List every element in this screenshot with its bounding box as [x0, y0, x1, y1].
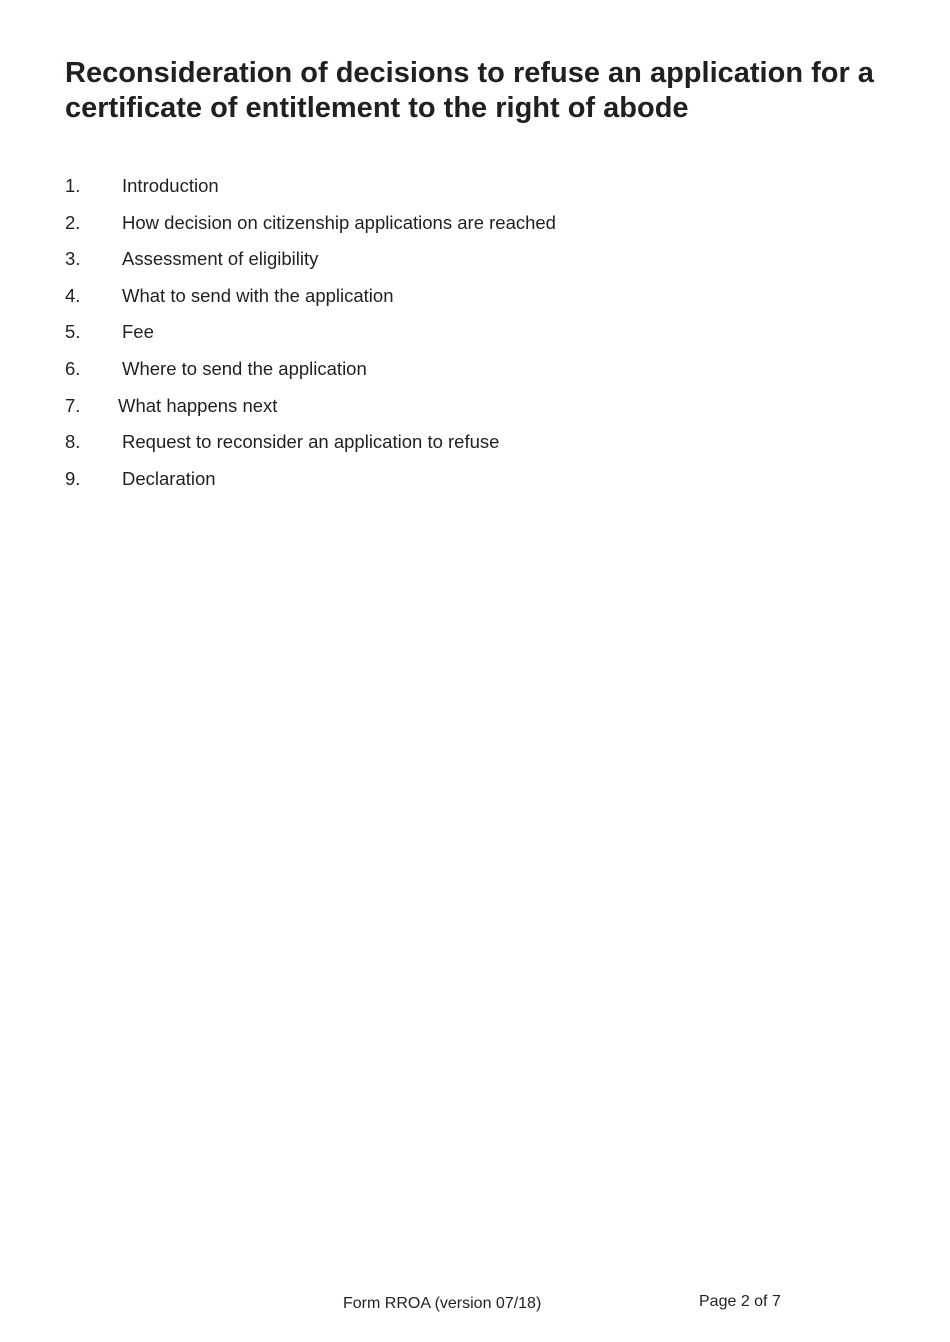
contents-item-number: 3.: [65, 248, 81, 270]
contents-item: [65, 282, 556, 319]
contents-item: [65, 209, 556, 246]
contents-item: [65, 465, 556, 502]
contents-item-number: 9.: [65, 467, 81, 489]
contents-item-number: 8.: [65, 431, 81, 453]
contents-item-number: 4.: [65, 284, 81, 306]
footer-form-version: Form RROA (version 07/18): [343, 1295, 542, 1312]
page-title: Reconsideration of decisions to refuse an application for a certificate of entitlement to the right of abode: [65, 57, 874, 124]
contents-item-label: Introduction: [122, 175, 219, 196]
contents-item-label: What to send with the application: [122, 284, 394, 306]
contents-item-label: What happens next: [118, 394, 278, 416]
contents-list: [65, 172, 556, 501]
footer-page-number: Page 2 of 7: [699, 1293, 781, 1310]
contents-item-number: 5.: [65, 321, 81, 343]
contents-item-number: 1.: [65, 175, 81, 196]
contents-item-label: Where to send the application: [122, 357, 367, 379]
contents-item-label: How decision on citizenship applications are reached: [122, 211, 556, 233]
contents-item: [65, 318, 556, 355]
contents-item-number: 2.: [65, 211, 81, 233]
contents-item: [65, 245, 556, 282]
contents-item-label: Request to reconsider an application to refuse: [122, 431, 500, 453]
contents-item: [65, 172, 556, 209]
contents-item: [65, 355, 556, 392]
contents-item-label: Declaration: [122, 467, 216, 489]
contents-item: [65, 392, 556, 429]
contents-item-number: 7.: [65, 394, 81, 416]
contents-item: [65, 428, 556, 465]
contents-item-label: Assessment of eligibility: [122, 248, 319, 270]
contents-item-label: Fee: [122, 321, 154, 343]
contents-item-number: 6.: [65, 357, 81, 379]
